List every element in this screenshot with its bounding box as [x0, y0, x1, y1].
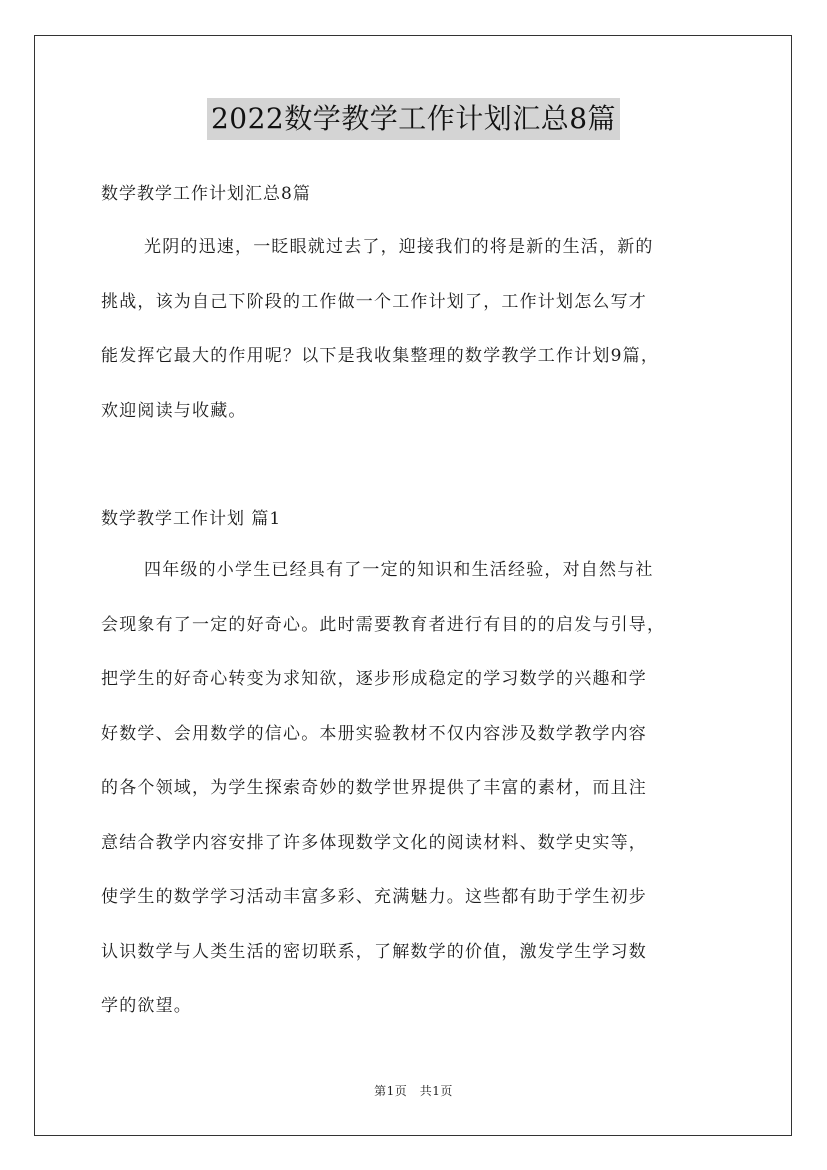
- section-line: 使学生的数学学习活动丰富多彩、充满魅力。这些都有助于学生初步: [101, 887, 647, 907]
- section-line: 的各个领域，为学生探索奇妙的数学世界提供了丰富的素材，而且注: [101, 778, 647, 798]
- document-title: 2022数学教学工作计划汇总8篇: [207, 98, 620, 140]
- intro-line: 光阴的迅速，一眨眼就过去了，迎接我们的将是新的生活，新的: [144, 237, 654, 257]
- section-heading: 数学教学工作计划 篇1: [101, 509, 282, 529]
- intro-line: 能发挥它最大的作用呢？以下是我收集整理的数学教学工作计划9篇，: [101, 346, 660, 366]
- section-line: 把学生的好奇心转变为求知欲，逐步形成稳定的学习数学的兴趣和学: [101, 669, 647, 689]
- document-subtitle: 数学教学工作计划汇总8篇: [101, 184, 311, 204]
- section-line: 好数学、会用数学的信心。本册实验教材不仅内容涉及数学教学内容: [101, 723, 647, 744]
- section-paragraph: [101, 543, 741, 1034]
- intro-paragraph: [101, 220, 741, 438]
- intro-line: 挑战，该为自己下阶段的工作做一个工作计划了，工作计划怎么写才: [101, 291, 647, 312]
- section-line: 学的欲望。: [101, 996, 192, 1016]
- section-line: 四年级的小学生已经具有了一定的知识和生活经验，对自然与社: [144, 560, 654, 580]
- section-line: 会现象有了一定的好奇心。此时需要教育者进行有目的的启发与引导，: [101, 614, 666, 635]
- intro-line: 欢迎阅读与收藏。: [101, 400, 247, 421]
- title-container: [0, 98, 827, 140]
- section-line: 意结合教学内容安排了许多体现数学文化的阅读材料、数学史实等，: [101, 832, 647, 853]
- section-line: 认识数学与人类生活的密切联系，了解数学的价值，激发学生学习数: [101, 941, 647, 962]
- page-footer: 第1页 共1页: [374, 1084, 453, 1098]
